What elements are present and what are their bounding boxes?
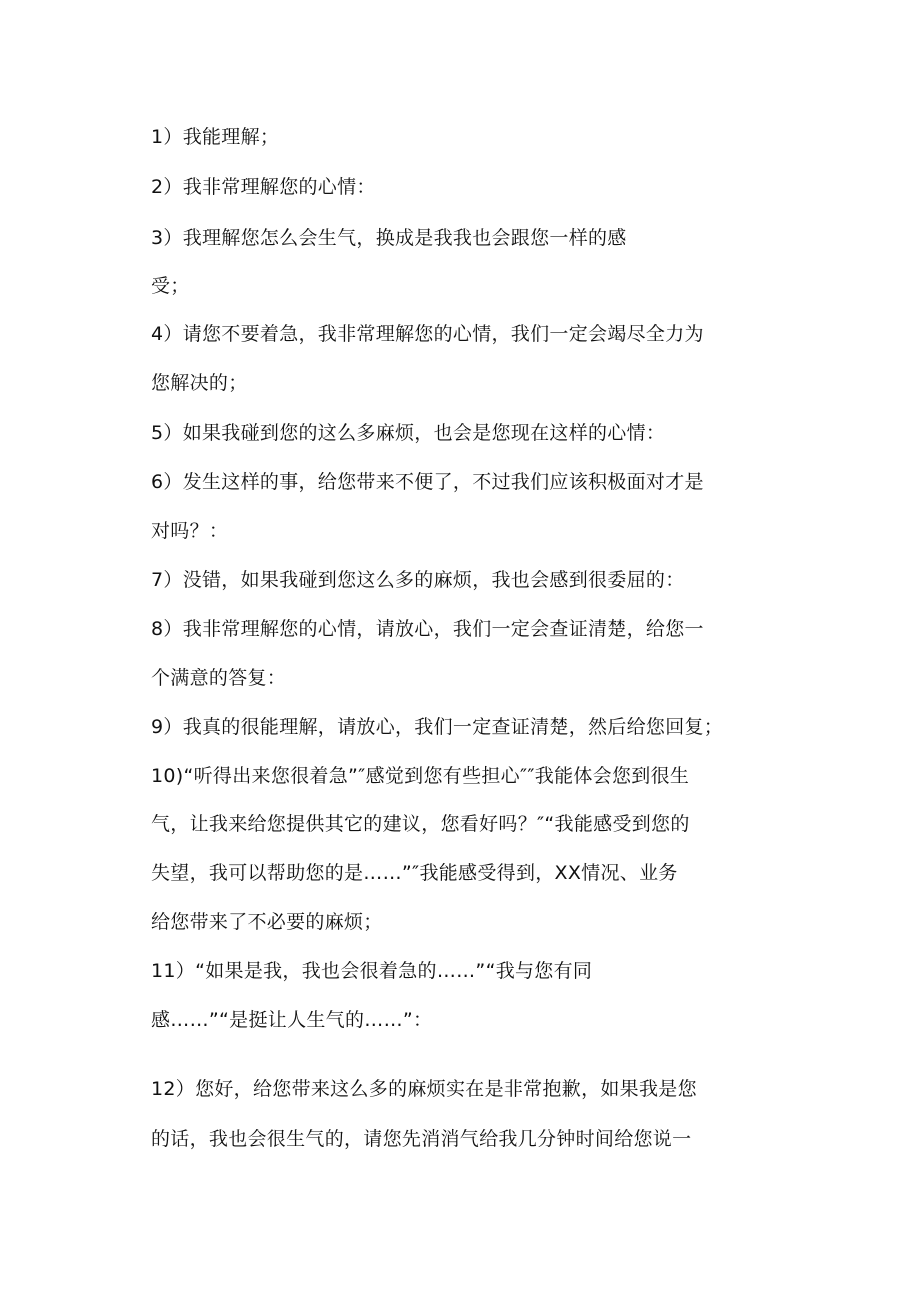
text-line-12-cont: 的话，我也会很生气的，请您先消消气给我几分钟时间给您说一	[151, 1128, 692, 1150]
text-line-3: 3）我理解您怎么会生气，换成是我我也会跟您一样的感	[151, 227, 627, 249]
text-line-8: 8）我非常理解您的心情，请放心，我们一定会查证清楚，给您一	[151, 618, 704, 640]
text-line-4-cont: 您解决的；	[151, 372, 248, 394]
text-line-2: 2）我非常理解您的心情：	[151, 176, 376, 198]
text-line-11-cont: 感……”“是挺让人生气的……”：	[151, 1009, 433, 1031]
text-line-10-cont-1: 气，让我来给您提供其它的建议，您看好吗？″“我能感受到您的	[151, 813, 690, 835]
text-line-7: 7）没错，如果我碰到您这么多的麻烦，我也会感到很委屈的：	[151, 569, 685, 591]
text-line-10-cont-2: 失望，我可以帮助您的是……”″我能感受得到，XX情况、业务	[151, 862, 678, 884]
text-line-9: 9）我真的很能理解，请放心，我们一定查证清楚，然后给您回复；	[151, 716, 724, 738]
text-line-5: 5）如果我碰到您的这么多麻烦，也会是您现在这样的心情：	[151, 422, 666, 444]
text-line-11: 11）“如果是我，我也会很着急的……”“我与您有同	[151, 960, 593, 982]
text-line-6-cont: 对吗？：	[151, 520, 229, 542]
text-line-4: 4）请您不要着急，我非常理解您的心情，我们一定会竭尽全力为	[151, 323, 704, 345]
text-line-1: 1）我能理解；	[151, 126, 280, 148]
text-line-3-cont: 受；	[151, 275, 190, 297]
text-line-10: 10)“听得出来您很着急”″感觉到您有些担心″″我能体会您到很生	[151, 765, 690, 787]
text-line-8-cont: 个满意的答复：	[151, 667, 287, 689]
text-line-6: 6）发生这样的事，给您带来不便了，不过我们应该积极面对才是	[151, 471, 704, 493]
text-line-12: 12）您好，给您带来这么多的麻烦实在是非常抱歉，如果我是您	[151, 1078, 697, 1100]
text-line-10-cont-3: 给您带来了不必要的麻烦；	[151, 911, 383, 933]
